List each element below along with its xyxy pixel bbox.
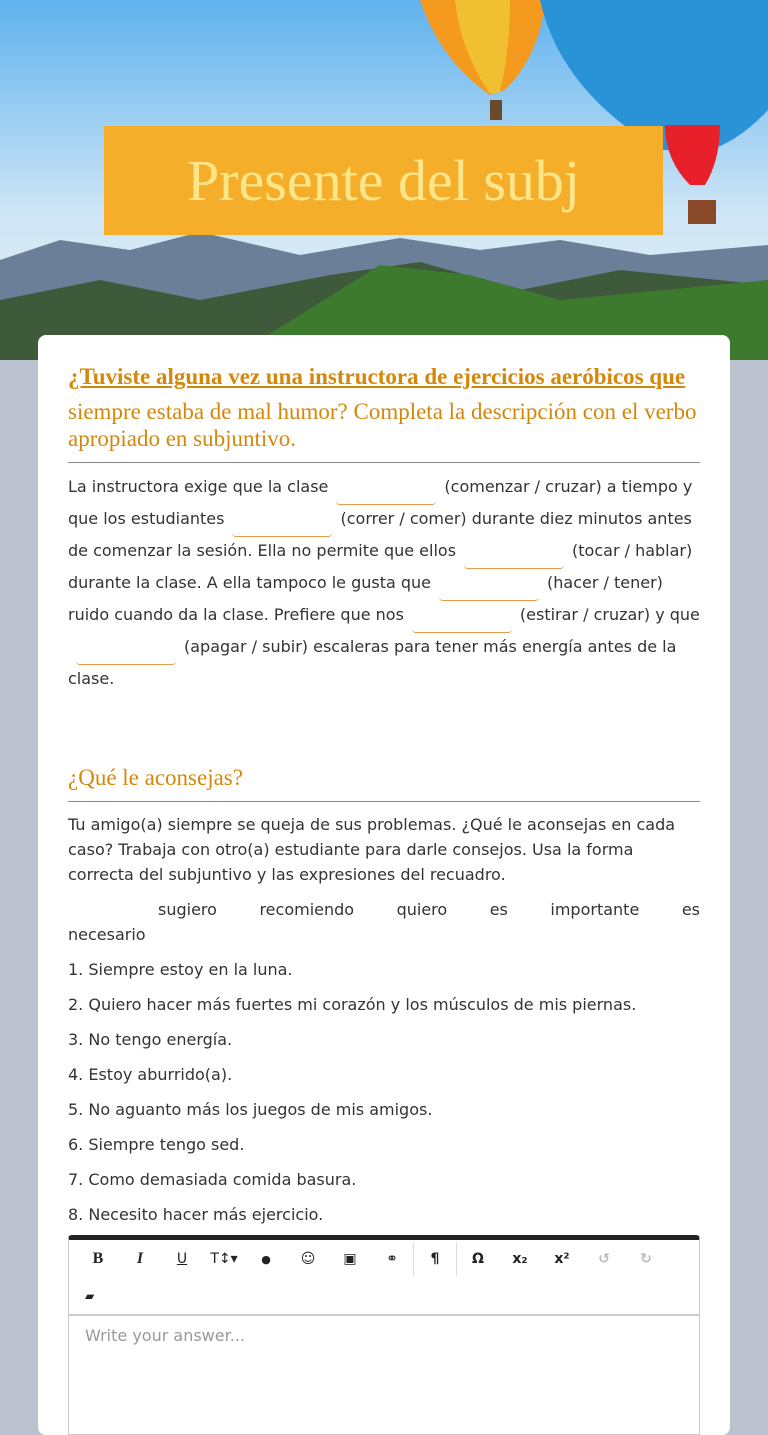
list-item: 2. Quiero hacer más fuertes mi corazón y los músculos de mis piernas.	[68, 995, 637, 1014]
special-character-icon[interactable]: Ω	[472, 1251, 484, 1267]
question-1-title: ¿Tuviste alguna vez una instructora de ejercicios aeróbicos que	[68, 364, 686, 389]
question-2-intro: Tu amigo(a) siempre se queja de sus problemas. ¿Qué le aconsejas en cada caso? Trabaja con otro(a) estudiante para darle consejos. Usa la forma correcta del subjuntivo y las expresiones del recuadro.	[68, 815, 676, 884]
page-title: Presente del subj	[186, 148, 581, 213]
superscript-icon[interactable]: x²	[554, 1251, 570, 1267]
divider	[68, 462, 700, 463]
image-icon[interactable]: ▣	[343, 1251, 357, 1267]
paragraph-direction-icon[interactable]: ¶	[430, 1251, 440, 1267]
blank-input-5[interactable]	[412, 611, 512, 633]
rich-text-editor	[68, 1235, 700, 1435]
blank-input-2[interactable]	[232, 515, 332, 537]
list-item: 5. No aguanto más los juegos de mis amigos.	[68, 1100, 433, 1119]
expressions: sugiero recomiendo quiero es importante es necesario	[68, 900, 700, 944]
undo-icon[interactable]: ↺	[598, 1251, 610, 1267]
list-item: 3. No tengo energía.	[68, 1030, 233, 1049]
list-item: 4. Estoy aburrido(a).	[68, 1065, 233, 1084]
font-size-icon[interactable]: T↕▾	[210, 1251, 238, 1267]
clear-format-icon[interactable]: ▰	[85, 1289, 95, 1303]
text: La instructora exige que la clase	[68, 477, 329, 496]
bold-icon[interactable]: B	[92, 1250, 104, 1267]
blank-input-6[interactable]	[76, 643, 176, 665]
question-1-text	[68, 473, 700, 693]
underline-icon[interactable]: U	[176, 1251, 188, 1267]
subscript-icon[interactable]: x₂	[512, 1251, 528, 1267]
title-banner	[104, 126, 663, 235]
list-item: 1. Siempre estoy en la luna.	[68, 960, 293, 979]
editor-toolbar	[69, 1240, 699, 1278]
text: (correr / comer) durante diez minutos antes de comenzar la sesión. Ella no permite que ellos	[68, 509, 692, 560]
list-item: 6. Siempre tengo sed.	[68, 1135, 245, 1154]
link-icon[interactable]: ⚭	[386, 1251, 398, 1267]
text: (estirar / cruzar) y que	[519, 605, 700, 624]
emoji-icon[interactable]: ☺	[300, 1251, 316, 1267]
text: (apagar / subir) escaleras para tener más energía antes de la clase.	[68, 637, 677, 688]
question-2-title: ¿Qué le aconsejas?	[68, 765, 243, 790]
list-item: 8. Necesito hacer más ejercicio.	[68, 1205, 324, 1224]
color-drop-icon[interactable]: ●	[261, 1252, 271, 1266]
answer-input[interactable]: Write your answer...	[85, 1326, 245, 1345]
text: (hacer / tener) ruido cuando da la clase. Prefiere que nos	[68, 573, 663, 624]
question-1-subtitle: siempre estaba de mal humor? Completa la descripción con el verbo apropiado en subjuntivo.	[68, 399, 697, 451]
blank-input-3[interactable]	[464, 547, 564, 569]
list-item: 7. Como demasiada comida basura.	[68, 1170, 357, 1189]
italic-icon[interactable]: I	[136, 1250, 144, 1267]
blank-input-4[interactable]	[439, 579, 539, 601]
worksheet-card	[38, 335, 730, 1435]
blank-input-1[interactable]	[336, 483, 436, 505]
redo-icon[interactable]: ↻	[640, 1251, 652, 1267]
text: (tocar / hablar) durante la clase. A ella tampoco le gusta que	[68, 541, 693, 592]
divider	[68, 801, 700, 802]
text: (comenzar / cruzar) a tiempo y que los estudiantes	[68, 477, 693, 528]
expression-box	[68, 897, 700, 947]
